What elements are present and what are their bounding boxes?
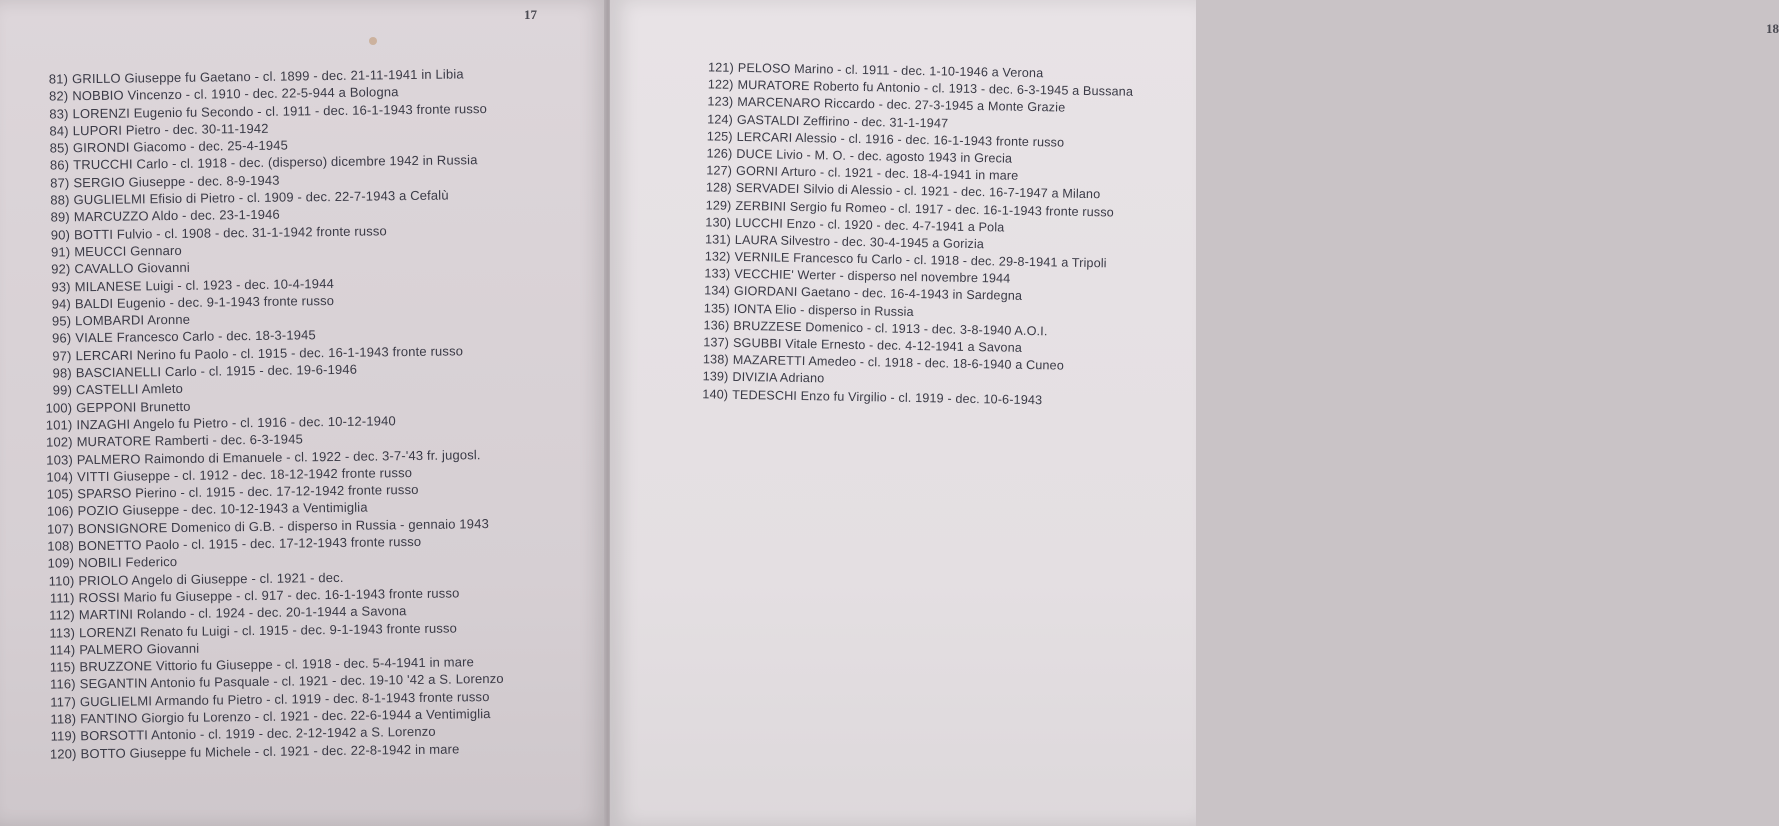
entry-number: 135) — [703, 300, 730, 316]
entry-text: GASTALDI Zeffirino - dec. 31-1-1947 — [736, 112, 949, 131]
entry-text: GIORDANI Gaetano - dec. 16-4-1943 in Sardegna — [733, 284, 1023, 304]
entry-number: 109) — [47, 555, 75, 571]
entry-number: 93) — [51, 278, 71, 295]
entry-text: MARCUZZO Aldo - dec. 23-1-1946 — [73, 207, 280, 225]
entry-number: 108) — [47, 538, 75, 554]
entry-number: 112) — [49, 607, 75, 623]
entry-number: 128) — [705, 180, 732, 196]
entry-number: 120) — [49, 745, 77, 762]
entry-text: LORENZI Eugenio fu Secondo - cl. 1911 - dec. 16-1-1943 fronte russo — [72, 100, 488, 121]
entry-number: 103) — [46, 451, 73, 468]
entry-number: 122) — [707, 77, 734, 92]
entry-text: PRIOLO Angelo di Giuseppe - cl. 1921 - dec. — [78, 569, 344, 588]
entry-text: BALDI Eugenio - dec. 9-1-1943 fronte russo — [74, 292, 335, 312]
entry-number: 136) — [703, 318, 730, 333]
entry-number: 118) — [50, 711, 77, 727]
entry-number: 113) — [49, 624, 76, 641]
entry-number: 110) — [48, 572, 75, 589]
entry-number: 91) — [50, 244, 71, 260]
entry-number: 134) — [704, 283, 731, 299]
entry-text: MURATORE Ramberti - dec. 6-3-1945 — [76, 431, 303, 450]
name-list-left — [14, 65, 583, 764]
entry-number: 125) — [706, 129, 733, 144]
entry-number: 92) — [51, 261, 71, 277]
entry-number: 127) — [706, 163, 733, 178]
entry-number: 114) — [49, 642, 76, 658]
entry-number: 102) — [45, 434, 73, 450]
entry-text: BORSOTTI Antonio - cl. 1919 - dec. 2-12-1942 a S. Lorenzo — [80, 724, 436, 744]
paper-stain — [369, 37, 377, 45]
entry-text: LORENZI Renato fu Luigi - cl. 1915 - dec. 9-1-1943 fronte russo — [78, 619, 458, 640]
entry-text: NOBBIO Vincenzo - cl. 1910 - dec. 22-5-944 a Bologna — [72, 84, 399, 104]
entry-number: 100) — [45, 399, 73, 416]
entry-text: SPARSO Pierino - cl. 1915 - dec. 17-12-1942 fronte russo — [77, 482, 419, 502]
entry-number: 83) — [49, 105, 69, 122]
entry-number: 107) — [47, 521, 74, 537]
entry-text: SERVADEI Silvio di Alessio - cl. 1921 - dec. 16-7-1947 a Milano — [735, 181, 1101, 202]
entry-text: VIALE Francesco Carlo - dec. 18-3-1945 — [75, 327, 316, 346]
entry-text: MARTINI Rolando - cl. 1924 - dec. 20-1-1944 a Savona — [78, 603, 407, 623]
entry-text: LAURA Silvestro - dec. 30-4-1945 a Gorizia — [734, 232, 985, 252]
entry-text: DUCE Livio - M. O. - dec. agosto 1943 in Grecia — [736, 146, 1013, 166]
entry-text: SGUBBI Vitale Ernesto - dec. 4-12-1941 a Savona — [732, 335, 1023, 355]
entry-number: 86) — [49, 157, 70, 174]
entry-text: GIRONDI Giacomo - dec. 25-4-1945 — [72, 137, 289, 156]
entry-text: POZIO Giuseppe - dec. 10-12-1943 a Ventimiglia — [77, 500, 368, 519]
entry-number: 88) — [50, 192, 70, 208]
entry-number: 87) — [50, 175, 70, 191]
entry-text: LUCCHI Enzo - cl. 1920 - dec. 4-7-1941 a Pola — [735, 215, 1005, 235]
entry-number: 138) — [702, 352, 729, 367]
entry-text: MAZARETTI Amedeo - cl. 1918 - dec. 18-6-1940 a Cuneo — [732, 353, 1065, 373]
entry-number: 105) — [46, 486, 74, 502]
entry-number: 119) — [50, 728, 77, 744]
entry-number: 94) — [51, 296, 72, 312]
entry-text: CASTELLI Amleto — [75, 381, 184, 398]
entry-number: 90) — [50, 226, 71, 243]
entry-number: 117) — [50, 693, 77, 710]
entry-text: SERGIO Giuseppe - dec. 8-9-1943 — [73, 172, 280, 191]
entry-text: DIVIZIA Adriano — [732, 370, 825, 386]
entry-number: 139) — [702, 369, 729, 385]
entry-text: GUGLIELMI Efisio di Pietro - cl. 1909 - dec. 22-7-1943 a Cefalù — [73, 187, 449, 208]
entry-number: 132) — [704, 249, 731, 264]
entry-number: 99) — [52, 382, 73, 398]
entry-text: BONSIGNORE Domenico di G.B. - disperso in Russia - gennaio 1943 — [77, 515, 489, 536]
entry-text: GEPPONI Brunetto — [76, 398, 191, 415]
entry-text: BOTTO Giuseppe fu Michele - cl. 1921 - dec. 22-8-1942 in mare — [80, 741, 460, 761]
entry-number: 131) — [704, 232, 731, 247]
entry-number: 140) — [702, 386, 729, 402]
entry-number: 85) — [49, 140, 70, 156]
entry-text: NOBILI Federico — [78, 554, 178, 571]
entry-text: PALMERO Raimondo di Emanuele - cl. 1922 - dec. 3-7-'43 fr. jugosl. — [76, 446, 481, 467]
entry-text: ZERBINI Sergio fu Romeo - cl. 1917 - dec. 16-1-1943 fronte russo — [735, 198, 1115, 219]
entry-text: IONTA Elio - disperso in Russia — [733, 301, 914, 319]
entry-text: LERCARI Nerino fu Paolo - cl. 1915 - dec. 16-1-1943 fronte russo — [75, 343, 464, 363]
entry-number: 89) — [50, 209, 70, 225]
entry-number: 126) — [706, 146, 733, 161]
entry-text: TRUCCHI Carlo - cl. 1918 - dec. (disperso) dicembre 1942 in Russia — [73, 152, 478, 173]
entry-text: LOMBARDI Aronne — [75, 311, 191, 329]
entry-number: 98) — [52, 365, 72, 381]
entry-number: 84) — [49, 123, 69, 139]
entry-text: BONETTO Paolo - cl. 1915 - dec. 17-12-1943 fronte russo — [77, 533, 422, 554]
entry-number: 104) — [46, 469, 74, 485]
entry-text: BRUZZESE Domenico - cl. 1913 - dec. 3-8-1940 A.O.I. — [733, 318, 1048, 339]
entry-text: LUPORI Pietro - dec. 30-11-1942 — [72, 120, 269, 139]
entry-text: SEGANTIN Antonio fu Pasquale - cl. 1921 - dec. 19-10 '42 a S. Lorenzo — [79, 671, 504, 692]
entry-text: TEDESCHI Enzo fu Virgilio - cl. 1919 - dec. 10-6-1943 — [732, 387, 1043, 407]
page-number-right: 18 — [1766, 21, 1779, 36]
entry-text: BOTTI Fulvio - cl. 1908 - dec. 31-1-1942 fronte russo — [73, 222, 387, 242]
entry-number: 130) — [705, 215, 732, 230]
entry-text: CAVALLO Giovanni — [74, 260, 190, 277]
name-list-right — [682, 60, 1188, 412]
entry-text: MARCENARO Riccardo - dec. 27-3-1945 a Monte Grazie — [737, 95, 1066, 115]
entry-text: MURATORE Roberto fu Antonio - cl. 1913 - dec. 6-3-1945 a Bussana — [737, 78, 1134, 99]
entry-number: 96) — [52, 330, 72, 346]
entry-text: BRUZZONE Vittorio fu Giuseppe - cl. 1918 - dec. 5-4-1941 in mare — [79, 654, 475, 675]
entry-text: GRILLO Giuseppe fu Gaetano - cl. 1899 - dec. 21-11-1941 in Libia — [71, 66, 464, 87]
entry-number: 124) — [707, 111, 734, 127]
entry-number: 82) — [48, 88, 69, 104]
entry-number: 129) — [705, 197, 732, 213]
entry-number: 81) — [48, 71, 69, 87]
entry-number: 133) — [704, 266, 731, 282]
entry-number: 111) — [49, 590, 75, 606]
entry-text: MILANESE Luigi - cl. 1923 - dec. 10-4-1944 — [74, 275, 334, 294]
entry-text: VITTI Giuseppe - cl. 1912 - dec. 18-12-1942 fronte russo — [76, 464, 413, 485]
entry-text: LERCARI Alessio - cl. 1916 - dec. 16-1-1943 fronte russo — [736, 129, 1065, 150]
entry-text: VECCHIE' Werter - disperso nel novembre 1944 — [734, 267, 1011, 286]
entry-text: INZAGHI Angelo fu Pietro - cl. 1916 - dec. 10-12-1940 — [76, 413, 396, 433]
entry-text: GUGLIELMI Armando fu Pietro - cl. 1919 - dec. 8-1-1943 fronte russo — [79, 688, 490, 709]
entry-text: MEUCCI Gennaro — [74, 242, 182, 260]
entry-text: PALMERO Giovanni — [79, 640, 200, 658]
entry-number: 95) — [51, 313, 72, 329]
left-page — [0, 0, 606, 826]
entry-number: 115) — [49, 659, 76, 675]
entry-text: FANTINO Giorgio fu Lorenzo - cl. 1921 - dec. 22-6-1944 a Ventimiglia — [80, 706, 491, 727]
entry-text: BASCIANELLI Carlo - cl. 1915 - dec. 19-6-1946 — [75, 361, 358, 381]
entry-number: 137) — [703, 335, 730, 350]
entry-number: 123) — [707, 94, 734, 110]
entry-number: 97) — [52, 348, 72, 364]
entry-number: 101) — [45, 417, 73, 433]
entry-number: 106) — [46, 503, 74, 520]
entry-number: 116) — [49, 676, 76, 692]
entry-text: VERNILE Francesco fu Carlo - cl. 1918 - dec. 29-8-1941 a Tripoli — [734, 249, 1107, 271]
entry-text: PELOSO Marino - cl. 1911 - dec. 1-10-1946 a Verona — [737, 60, 1044, 81]
entry-text: ROSSI Mario fu Giuseppe - cl. 917 - dec. 16-1-1943 fronte russo — [78, 585, 460, 606]
entry-number: 121) — [707, 60, 734, 75]
page-number-left: 17 — [524, 7, 537, 22]
entry-text: GORNI Arturo - cl. 1921 - dec. 18-4-1941 in mare — [735, 163, 1019, 183]
